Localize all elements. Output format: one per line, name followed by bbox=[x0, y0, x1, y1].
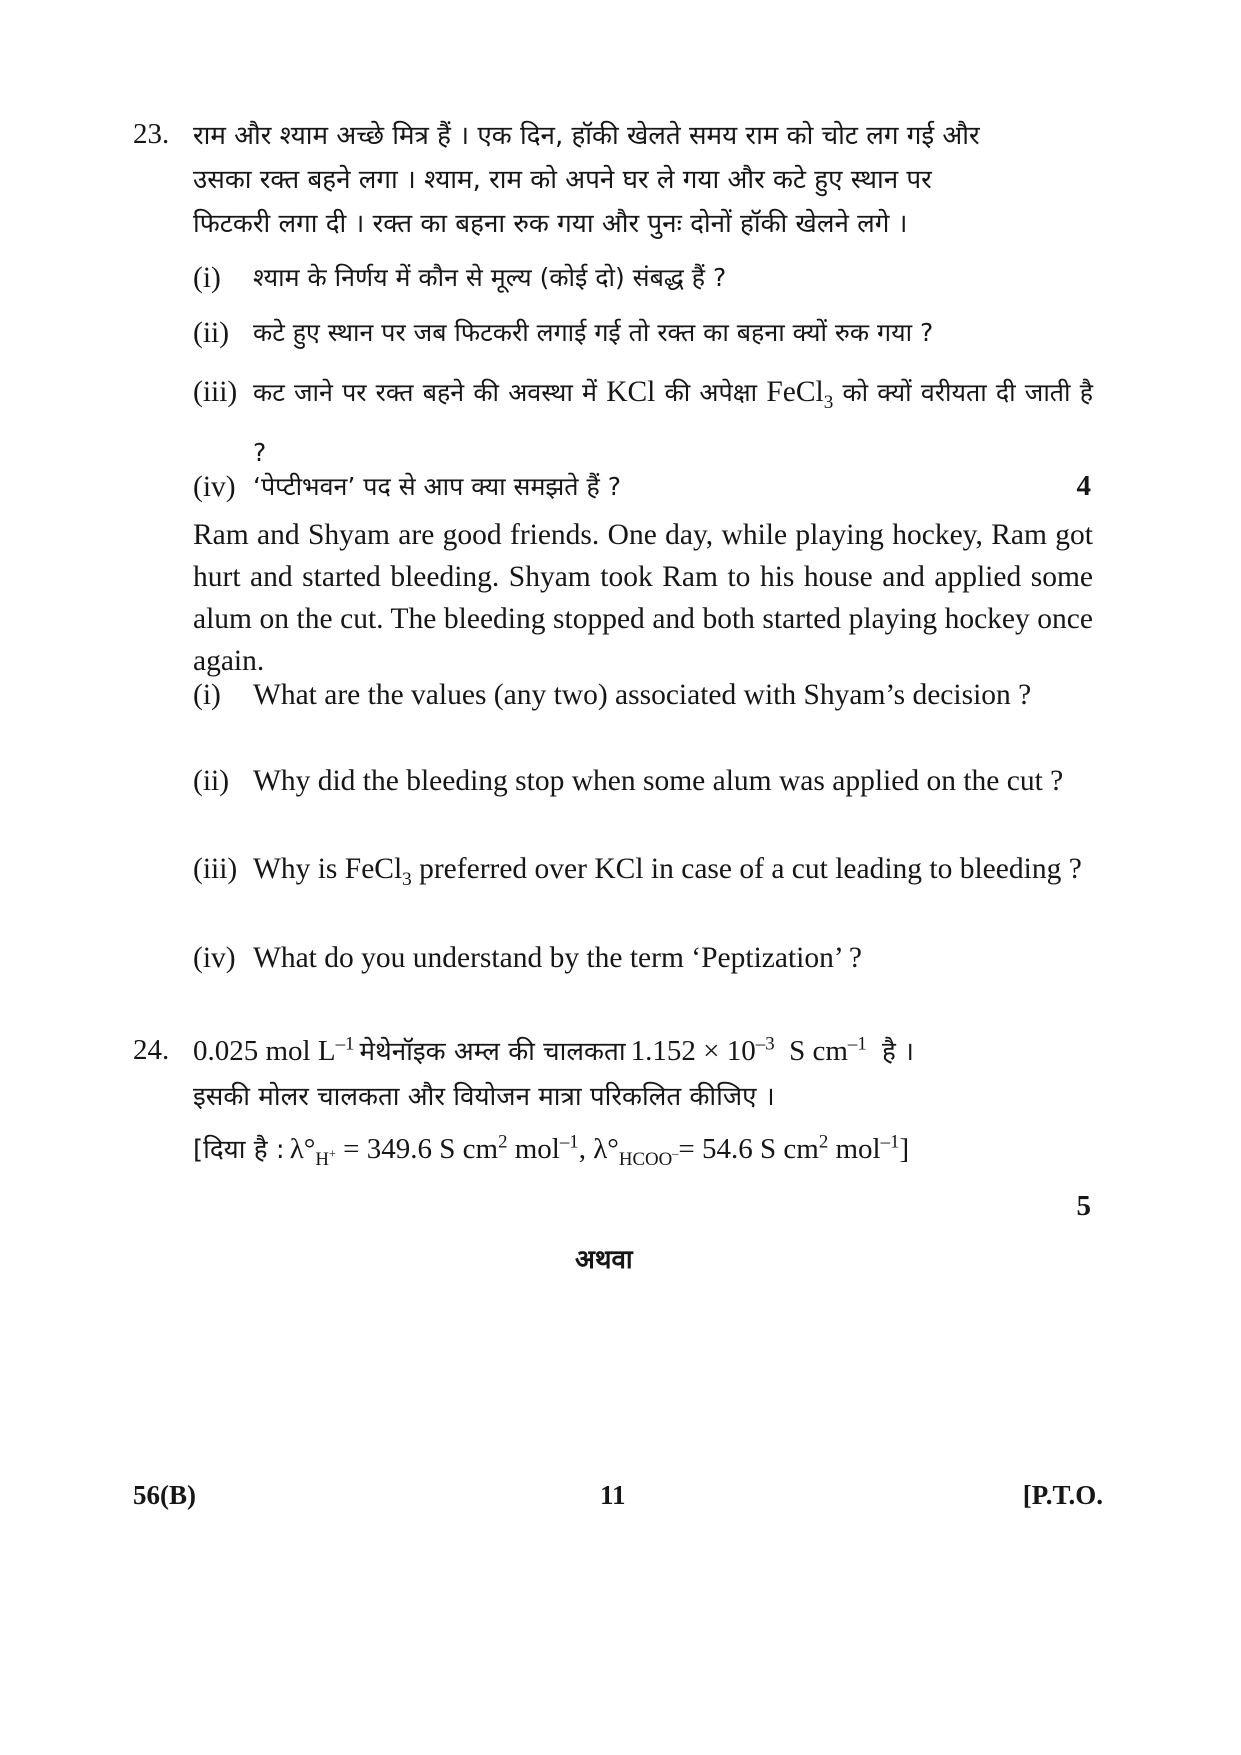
q23-hindi-line-3: फिटकरी लगा दी । रक्त का बहना रुक गया और पुनः दोनों हॉकी खेलने लगे । bbox=[193, 209, 908, 239]
q23-english-part-ii bbox=[193, 760, 1093, 802]
q24-hindi-b: है । bbox=[882, 1037, 914, 1067]
h-sup: + bbox=[328, 1146, 336, 1161]
part-text: श्याम के निर्णय में कौन से मूल्य (कोई दो) संबद्ध हैं ? bbox=[253, 263, 727, 292]
cond-unit-exponent: –1 bbox=[847, 1033, 867, 1055]
kcl-formula: KCl bbox=[594, 853, 644, 885]
given-open: [दिया है : bbox=[193, 1135, 285, 1165]
q24-marks: 5 bbox=[1076, 1190, 1091, 1222]
part-text: Why did the bleeding stop when some alum was applied on the cut ? bbox=[253, 765, 1064, 797]
q23-hindi-part-iv bbox=[193, 466, 1093, 508]
lambda-h bbox=[289, 1131, 910, 1170]
part-label: (ii) bbox=[193, 765, 230, 797]
q23-hindi-line-1: राम और श्याम अच्छे मित्र हैं । एक दिन, हॉकी खेलते समय राम को चोट लग गई और bbox=[193, 121, 980, 151]
lambda-symbol: λ° bbox=[593, 1133, 619, 1165]
part-text bbox=[253, 846, 1093, 903]
part-label: (iii) bbox=[193, 376, 238, 408]
hcoo-sup: – bbox=[672, 1146, 679, 1161]
q23-hindi-line-2: उसका रक्त बहने लगा । श्याम, राम को अपने घर ले गया और कटे हुए स्थान पर bbox=[193, 165, 932, 195]
part-text bbox=[253, 367, 1093, 478]
fecl3-subscript: 3 bbox=[823, 391, 834, 413]
footer-page-number: 11 bbox=[600, 1480, 626, 1510]
text-a: कट जाने पर रक्त बहने की अवस्था में bbox=[253, 378, 597, 407]
part-text: What are the values (any two) associated with Shyam’s decision ? bbox=[253, 679, 1032, 711]
text-b: preferred over bbox=[419, 853, 587, 885]
mol-exponent: –1 bbox=[559, 1131, 579, 1153]
cm-squared: 2 bbox=[818, 1131, 829, 1153]
text-c: in case of a cut leading to bleeding ? bbox=[650, 853, 1082, 885]
q24-given-line bbox=[193, 1130, 909, 1171]
part-text: कटे हुए स्थान पर जब फिटकरी लगाई गई तो रक्त का बहना क्यों रुक गया ? bbox=[253, 318, 934, 347]
q23-english-part-i bbox=[193, 674, 1093, 716]
cond-exponent: –3 bbox=[755, 1033, 775, 1055]
footer-code: 56(B) bbox=[133, 1480, 196, 1510]
conc-text: 0.025 mol L bbox=[193, 1035, 336, 1067]
part-text: ‘पेप्टीभवन’ पद से आप क्या समझते हैं ? bbox=[253, 472, 621, 501]
text-a: Why is bbox=[253, 853, 338, 885]
fecl3-subscript: 3 bbox=[402, 868, 412, 890]
fecl3-formula bbox=[766, 376, 834, 413]
fecl3-text: FeCl bbox=[766, 376, 824, 408]
conc-exponent: –1 bbox=[335, 1033, 355, 1055]
mol-text: mol bbox=[835, 1133, 881, 1165]
h-value: = 349.6 S cm bbox=[343, 1133, 499, 1165]
part-label: (ii) bbox=[193, 317, 230, 349]
q24-line-1 bbox=[193, 1032, 914, 1068]
fecl3-formula bbox=[344, 853, 412, 890]
hcoo-sub: HCOO bbox=[618, 1148, 673, 1170]
h-ion bbox=[315, 1146, 336, 1170]
kcl-formula bbox=[606, 376, 655, 408]
q23-hindi-part-ii bbox=[193, 312, 1093, 354]
q23-english-part-iv bbox=[193, 937, 1093, 979]
part-label: (i) bbox=[193, 679, 221, 711]
cm-squared: 2 bbox=[498, 1131, 508, 1153]
kcl-text: KCl bbox=[606, 376, 656, 408]
q24-hindi-a: मेथेनॉइक अम्ल की चालकता bbox=[359, 1037, 626, 1067]
fecl3-text: FeCl bbox=[344, 853, 403, 885]
footer-pto: [P.T.O. bbox=[1022, 1480, 1103, 1510]
q23-english-paragraph: Ram and Shyam are good friends. One day, while playing hockey, Ram got hurt and started bleeding. Shyam took Ram to his house and applied some alum on the cut. The bleeding stopped and both started playing hockey once again. bbox=[193, 519, 1093, 677]
part-text: What do you understand by the term ‘Peptization’ ? bbox=[253, 942, 862, 974]
lambda-symbol: λ° bbox=[289, 1133, 316, 1165]
concentration bbox=[193, 1035, 354, 1067]
q24-line-2: इसकी मोलर चालकता और वियोजन मात्रा परिकलित कीजिए । bbox=[193, 1082, 775, 1112]
mol-exponent: –1 bbox=[880, 1131, 900, 1153]
hcoo-ion bbox=[618, 1146, 679, 1170]
q23-english-part-iii bbox=[193, 846, 1093, 903]
mol-text: mol bbox=[514, 1133, 560, 1165]
q23-hindi-part-i bbox=[193, 257, 1093, 299]
athva-divider: अथवा bbox=[575, 1245, 633, 1275]
bracket-close: ] bbox=[899, 1133, 910, 1165]
cond-text: 1.152 × 10 bbox=[630, 1035, 756, 1067]
question-24-number: 24. bbox=[133, 1034, 170, 1066]
comma: , bbox=[578, 1133, 586, 1165]
q23-hindi-part-iii bbox=[193, 367, 1093, 478]
text-c: को क्यों वरीयता दी जाती है ? bbox=[253, 378, 1093, 467]
part-label: (iv) bbox=[193, 942, 236, 974]
cond-unit: S cm bbox=[789, 1035, 848, 1067]
text-b: की अपेक्षा bbox=[664, 378, 758, 407]
conductivity-value bbox=[631, 1035, 867, 1067]
q23-marks: 4 bbox=[1076, 470, 1091, 502]
question-23-number: 23. bbox=[133, 118, 170, 150]
h-sub: H bbox=[315, 1148, 329, 1170]
part-label: (iii) bbox=[193, 853, 238, 885]
hcoo-value: = 54.6 S cm bbox=[678, 1133, 819, 1165]
part-label: (iv) bbox=[193, 471, 236, 503]
part-label: (i) bbox=[193, 262, 221, 294]
